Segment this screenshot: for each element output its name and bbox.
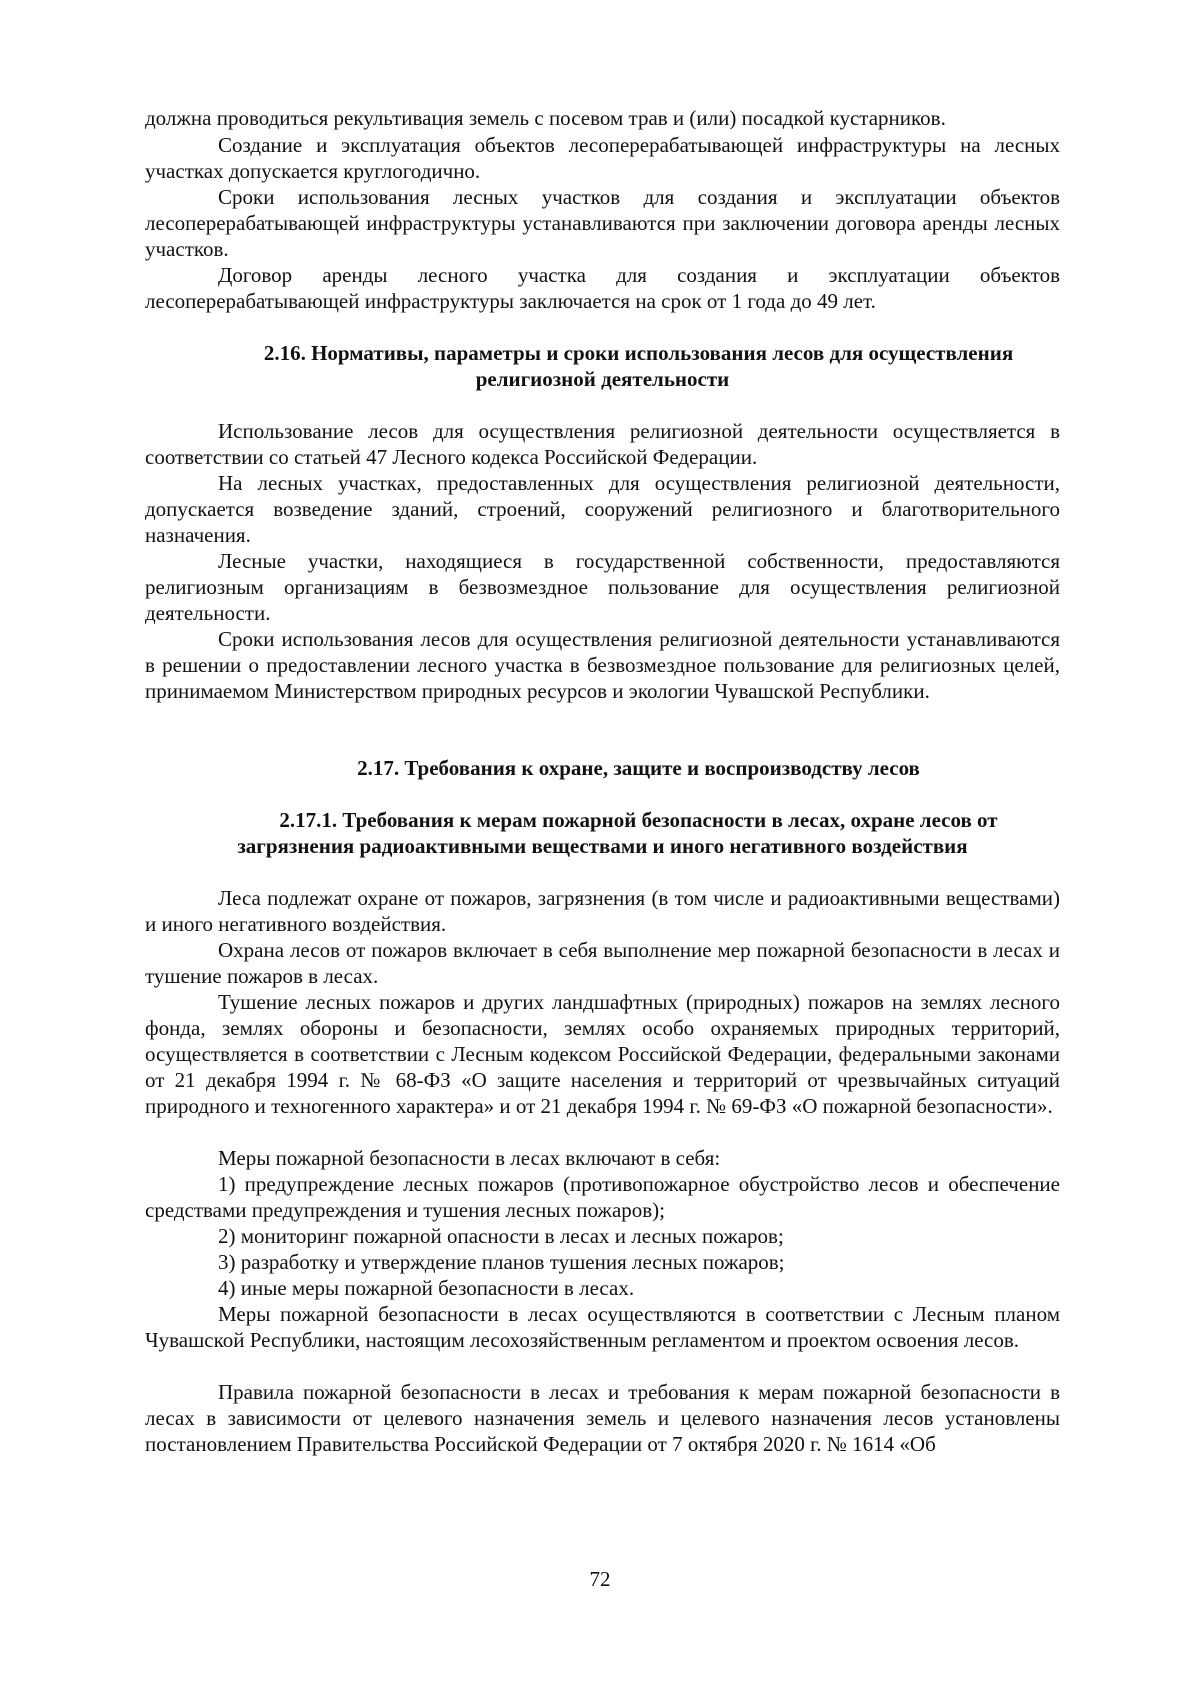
- paragraph: На лесных участках, предоставленных для осуществления религиозной деятельности, допускается возведение зданий, строений, сооружений религиозного и благотворительного назначения.: [145, 471, 1060, 547]
- paragraph: Договор аренды лесного участка для создания и эксплуатации объектов лесоперерабатывающей инфраструктуры заключается на срок от 1 года до 49 лет.: [145, 263, 1060, 313]
- paragraph: Сроки использования лесных участков для создания и эксплуатации объектов лесоперерабатывающей инфраструктуры устанавливаются при заключении договора аренды лесных участков.: [145, 185, 1060, 261]
- paragraph: Меры пожарной безопасности в лесах осуществляются в соответствии с Лесным планом Чувашской Республики, настоящим лесохозяйственным регламентом и проектом освоения лесов.: [145, 1302, 1060, 1352]
- subsection-heading: 2.17.1. Требования к мерам пожарной безопасности в лесах, охране лесов от загрязнения радиоактивными веществами и иного негативного воздействия: [237, 808, 998, 858]
- paragraph: Правила пожарной безопасности в лесах и требования к мерам пожарной безопасности в лесах в зависимости от целевого назначения земель и целевого назначения лесов установлены постановлением Правительства Российской Федерации от 7 октября 2020 г. № 1614 «Об: [145, 1380, 1060, 1456]
- paragraph: Лесные участки, находящиеся в государственной собственности, предоставляются религиозным организациям в безвозмездное пользование для осуществления религиозной деятельности.: [145, 549, 1060, 625]
- list-item: 1) предупреждение лесных пожаров (противопожарное обустройство лесов и обеспечение средствами предупреждения и тушения лесных пожаров);: [145, 1172, 1060, 1222]
- section-heading: 2.16. Нормативы, параметры и сроки использования лесов для осуществления религиозной деятельности: [263, 341, 1014, 391]
- paragraph: Сроки использования лесов для осуществления религиозной деятельности устанавливаются в решении о предоставлении лесного участка в безвозмездное пользование для религиозных целей, принимаемом Министерством природных ресурсов и экологии Чувашской Республики.: [145, 627, 1060, 703]
- list-item: 2) мониторинг пожарной опасности в лесах и лесных пожаров;: [218, 1224, 784, 1248]
- paragraph: Меры пожарной безопасности в лесах включают в себя:: [218, 1146, 721, 1170]
- page-number: 72: [589, 1567, 611, 1591]
- section-heading: 2.17. Требования к охране, защите и воспроизводству лесов: [357, 756, 920, 780]
- paragraph: Тушение лесных пожаров и других ландшафтных (природных) пожаров на землях лесного фонда, землях обороны и безопасности, землях особо охраняемых природных территорий, осуществляется в соответствии с Лесным кодексом Российской Федерации, федеральными законами от 21 декабря 1994 г. № 68-ФЗ «О защите населения и территорий от чрезвычайных ситуаций природного и техногенного характера» и от 21 декабря 1994 г. № 69-ФЗ «О пожарной безопасности».: [145, 990, 1060, 1118]
- list-item: 4) иные меры пожарной безопасности в лесах.: [218, 1276, 635, 1300]
- list-item: 3) разработку и утверждение планов тушения лесных пожаров;: [218, 1250, 785, 1274]
- paragraph: Охрана лесов от пожаров включает в себя выполнение мер пожарной безопасности в лесах и тушение пожаров в лесах.: [145, 938, 1060, 988]
- paragraph: должна проводиться рекультивация земель с посевом трав и (или) посадкой кустарников.: [145, 106, 946, 130]
- paragraph: Леса подлежат охране от пожаров, загрязнения (в том числе и радиоактивными веществами) и иного негативного воздействия.: [145, 886, 1060, 936]
- paragraph: Использование лесов для осуществления религиозной деятельности осуществляется в соответствии со статьей 47 Лесного кодекса Российской Федерации.: [145, 419, 1060, 469]
- paragraph: Создание и эксплуатация объектов лесоперерабатывающей инфраструктуры на лесных участках допускается круглогодично.: [145, 133, 1060, 183]
